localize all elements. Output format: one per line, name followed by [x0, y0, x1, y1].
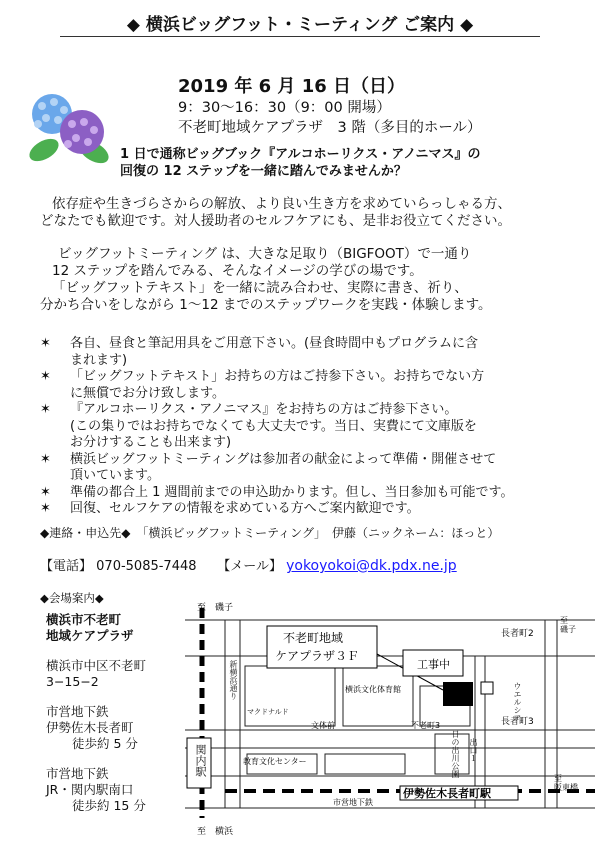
phone-number: 070-5085-7448: [96, 559, 197, 574]
note-item: [40, 468, 560, 485]
notes-list: [40, 336, 560, 518]
note-item: [40, 435, 560, 452]
about-line-2: 12 ステップを踏んでみる、そんなイメージの学びの場です。: [52, 263, 423, 279]
note-item: [40, 336, 560, 353]
map-kyoiku: 教育文化センター: [243, 757, 307, 766]
note-text: まれます): [70, 352, 128, 368]
map-furocho: 不老町3: [411, 721, 441, 730]
access-1c: 徒歩約 5 分: [72, 736, 138, 751]
bullet-star-icon: [40, 386, 70, 403]
venue-address-1: 横浜市中区不老町: [46, 658, 147, 673]
note-text: 回復、セルフケアの情報を求めている方へご案内歓迎です。: [70, 501, 420, 516]
bullet-star-icon: ✶: [40, 501, 51, 516]
map-mcdonalds: マクドナルド: [247, 708, 289, 716]
bullet-star-icon: [40, 435, 70, 452]
note-item: [40, 501, 560, 518]
note-text: 『アルコホーリクス・アノニマス』をお持ちの方はご持参下さい。: [70, 402, 458, 417]
map-gym: 横浜文化体育館: [345, 685, 401, 694]
venue-name-2: 地域ケアプラザ: [46, 628, 134, 643]
note-text: 準備の都合上 1 週間前までの申込助かります。但し、当日参加も可能です。: [70, 484, 514, 500]
email-link[interactable]: yokoyokoi@dk.pdx.ne.jp: [286, 558, 457, 574]
note-item: [40, 386, 560, 403]
map-to-yokohama: 至 横浜: [197, 827, 234, 837]
venue-map: [185, 598, 595, 838]
note-item: [40, 419, 560, 436]
map-construction: 工事中: [417, 658, 450, 671]
event-time: 9：30〜16：30（9：00 開場）: [178, 100, 391, 116]
event-date: 2019 年 6 月 16 日（日）: [178, 76, 406, 97]
bullet-star-icon: ✶: [40, 451, 51, 467]
map-subway: 市営地下鉄: [333, 798, 373, 807]
bullet-star-icon: ✶: [40, 402, 51, 417]
access-1b: 伊勢佐木長者町: [46, 720, 134, 735]
note-item: [40, 402, 560, 419]
note-item: [40, 452, 560, 469]
map-hinode-park: 日の出川公園: [451, 730, 460, 778]
map-to-hankyu: 至 阪東橋: [554, 774, 578, 792]
venue-name-1: 横浜市不老町: [46, 612, 122, 627]
map-bunka: 文体前: [311, 721, 335, 730]
venue-building-marker: [443, 682, 473, 706]
access-2c: 徒歩約 15 分: [72, 798, 146, 813]
page-title: ◆ 横浜ビッグフット・ミーティング ご案内 ◆: [126, 15, 474, 35]
map-to-isogo-right: 至 磯子: [560, 616, 576, 634]
intro-line-1: 依存症や生きづらさからの解放、より良い生き方を求めていらっしゃる方、: [52, 196, 511, 212]
map-welcia: ウエルシア: [513, 682, 522, 722]
note-item: [40, 369, 560, 386]
map-plaza-label-1: 不老町地域: [283, 631, 344, 645]
phone-label: 【電話】: [40, 559, 93, 574]
event-place: 不老町地域ケアプラザ 3 階（多目的ホール）: [178, 120, 482, 136]
access-1a: 市営地下鉄: [46, 704, 109, 719]
about-line-4: 分かち合いをしながら 1〜12 までのステップワークを実践・体験します。: [40, 297, 492, 313]
venue-address-2: 3−15−2: [46, 674, 99, 689]
about-line-1: ビッグフットミーティング は、大きな足取り（BIGFOOT）で一通り: [58, 246, 472, 262]
contact-details: [40, 555, 457, 574]
bullet-star-icon: [40, 419, 70, 436]
note-text: に無償でお分け致します。: [70, 385, 225, 401]
bullet-star-icon: [40, 353, 70, 370]
about-line-3: 「ビッグフットテキスト」を一緒に読み合わせ、実際に書き、祈り、: [52, 280, 468, 296]
bullet-star-icon: ✶: [40, 484, 51, 500]
note-item: [40, 353, 560, 370]
hydrangea-illustration: [22, 92, 112, 172]
access-2a: 市営地下鉄: [46, 766, 109, 781]
email-label: 【メール】: [217, 559, 282, 574]
contact-line: ◆連絡・申込先◆ 「横浜ビッグフットミーティング」 伊藤（ニックネーム：ほっと）: [40, 526, 500, 540]
intro-line-2: どなたでも歓迎です。対人援助者のセルフケアにも、是非お役立てください。: [40, 213, 512, 229]
map-isezaki-station: 伊勢佐木長者町駅: [403, 787, 491, 800]
bullet-star-icon: ✶: [40, 369, 51, 384]
access-2b: JR・関内駅南口: [46, 782, 134, 797]
map-to-isogo: 至 磯子: [197, 603, 234, 613]
map-choja3: 長者町3: [501, 717, 534, 727]
map-new-street: 新横浜通り: [229, 660, 238, 700]
note-text: (この集りではお持ちでなくても大丈夫です。当日、実費にて文庫版を: [70, 418, 477, 434]
note-text: 各自、昼食と筆記用具をご用意下さい。(昼食時間中もプログラムに含: [70, 336, 478, 351]
note-text: お分けすることも出来ます): [70, 435, 232, 450]
map-kannai-station: 関内駅: [194, 744, 207, 777]
map-exit1: 出口１: [469, 738, 478, 762]
note-text: 「ビッグフットテキスト」お持ちの方はご持参下さい。お持ちでない方: [70, 369, 485, 384]
note-item: [40, 485, 560, 502]
bullet-star-icon: ✶: [40, 336, 51, 351]
lead-line-2: 回復の 12 ステップを一緒に踏んでみませんか？: [120, 164, 407, 179]
note-text: 頂いています。: [70, 468, 160, 483]
lead-line-1: 1 日で通称ビッグブック『アルコホーリクス・アノニマス』の: [120, 147, 481, 162]
venue-heading: ◆会場案内◆: [40, 591, 104, 605]
note-text: 横浜ビッグフットミーティングは参加者の献金によって準備・開催させて: [70, 451, 497, 467]
map-plaza-label-2: ケアプラザ３Ｆ: [275, 649, 360, 663]
title-divider: [60, 36, 540, 37]
map-choja2: 長者町2: [501, 629, 534, 639]
bullet-star-icon: [40, 468, 70, 485]
